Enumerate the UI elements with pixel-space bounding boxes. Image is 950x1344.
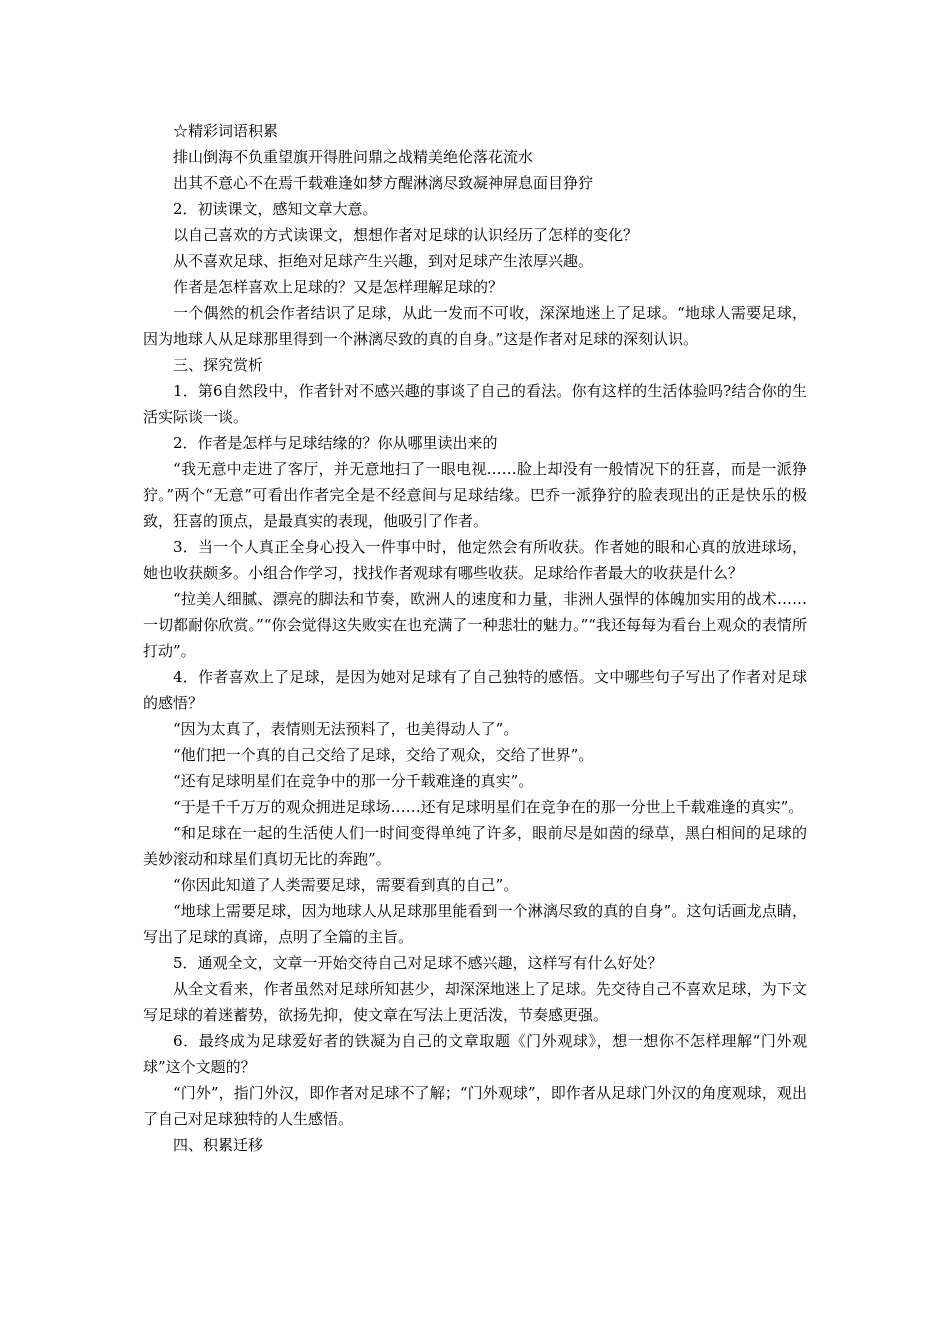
question-4: 4．作者喜欢上了足球，是因为她对足球有了自己独特的感悟。文中哪些句子写出了作者对足球的感悟？ — [143, 668, 807, 712]
paragraph: 从不喜欢足球、拒绝对足球产生兴趣，到对足球产生浓厚兴趣。 — [173, 252, 594, 270]
quote-line: “于是千千万万的观众拥进足球场……还有足球明星们在竞争在的那一分世上千载难逢的真实”。 — [173, 798, 804, 816]
document-body — [143, 118, 807, 1158]
question-6: 6．最终成为足球爱好者的铁凝为自己的文章取题《门外观球》，想一想你不怎样理解“门外观球”这个文题的？ — [143, 1032, 807, 1076]
quote-line: “地球上需要足球，因为地球人从足球那里能看到一个淋漓尽致的真的自身”。这句话画龙点睛，写出了足球的真谛，点明了全篇的主旨。 — [143, 902, 807, 946]
question-5: 5．通观全文，文章一开始交待自己对足球不感兴趣，这样写有什么好处？ — [173, 954, 663, 972]
section-heading-3: 三、探究赏析 — [173, 356, 264, 374]
quote-line: “还有足球明星们在竞争中的那一分千载难逢的真实”。 — [173, 772, 534, 790]
question-3: 3．当一个人真正全身心投入一件事中时，他定然会有所收获。作者她的眼和心真的放进球场，她也收获颇多。小组合作学习，找找作者观球有哪些收获。足球给作者最大的收获是什么？ — [143, 538, 807, 582]
quote-line: “他们把一个真的自己交给了足球，交给了观众，交给了世界”。 — [173, 746, 594, 764]
vocabulary-line-2: 出其不意心不在焉千载难逢如梦方醒淋漓尽致凝神屏息面目狰狞 — [173, 174, 594, 192]
answer-3: “拉美人细腻、漂亮的脚法和节奏，欧洲人的速度和力量，非洲人强悍的体魄加实用的战术……一切都耐你欣赏。”“你会觉得这失败实在也充满了一种悲壮的魅力。”“我还每每为看台上观众的表情所打动”。 — [143, 590, 807, 660]
quote-line: “你因此知道了人类需要足球，需要看到真的自己”。 — [173, 876, 519, 894]
question-2: 2．作者是怎样与足球结缘的？你从哪里读出来的 — [173, 434, 498, 452]
question-1: 1．第6自然段中，作者针对不感兴趣的事谈了自己的看法。你有这样的生活体验吗?结合你的生活实际谈一谈。 — [143, 382, 807, 426]
paragraph: 作者是怎样喜欢上足球的？又是怎样理解足球的？ — [173, 278, 504, 296]
answer-5: 从全文看来，作者虽然对足球所知甚少，却深深地迷上了足球。先交待自己不喜欢足球，为下文写足球的着迷蓄势，欲扬先抑，使文章在写法上更活泼，节奏感更强。 — [143, 980, 807, 1024]
answer-6: “门外”，指门外汉，即作者对足球不了解；“门外观球”，即作者从足球门外汉的角度观球，观出了自己对足球独特的人生感悟。 — [143, 1084, 807, 1128]
question-2-heading: 2．初读课文，感知文章大意。 — [173, 200, 378, 218]
vocabulary-line-1: 排山倒海不负重望旗开得胜问鼎之战精美绝伦落花流水 — [173, 148, 534, 166]
quote-line: “因为太真了，表情则无法预料了，也美得动人了”。 — [173, 720, 519, 738]
answer-2: “我无意中走进了客厅，并无意地扫了一眼电视……脸上却没有一般情况下的狂喜，而是一派狰狞。”两个“无意”可看出作者完全是不经意间与足球结缘。巴乔一派狰狞的脸表现出的正是快乐的极致，狂喜的顶点，是最真实的表现，他吸引了作者。 — [143, 460, 807, 530]
section-heading-4: 四、积累迁移 — [173, 1136, 264, 1154]
paragraph: 以自己喜欢的方式读课文，想想作者对足球的认识经历了怎样的变化？ — [173, 226, 639, 244]
quote-line: “和足球在一起的生活使人们一时间变得单纯了许多，眼前尽是如茵的绿草，黑白相间的足球的美妙滚动和球星们真切无比的奔跑”。 — [143, 824, 807, 868]
paragraph: 一个偶然的机会作者结识了足球，从此一发而不可收，深深地迷上了足球。“地球人需要足球，因为地球人从足球那里得到一个淋漓尽致的真的自身。”这是作者对足球的深刻认识。 — [143, 304, 807, 348]
heading-word-accumulation: ☆精彩词语积累 — [173, 122, 279, 140]
